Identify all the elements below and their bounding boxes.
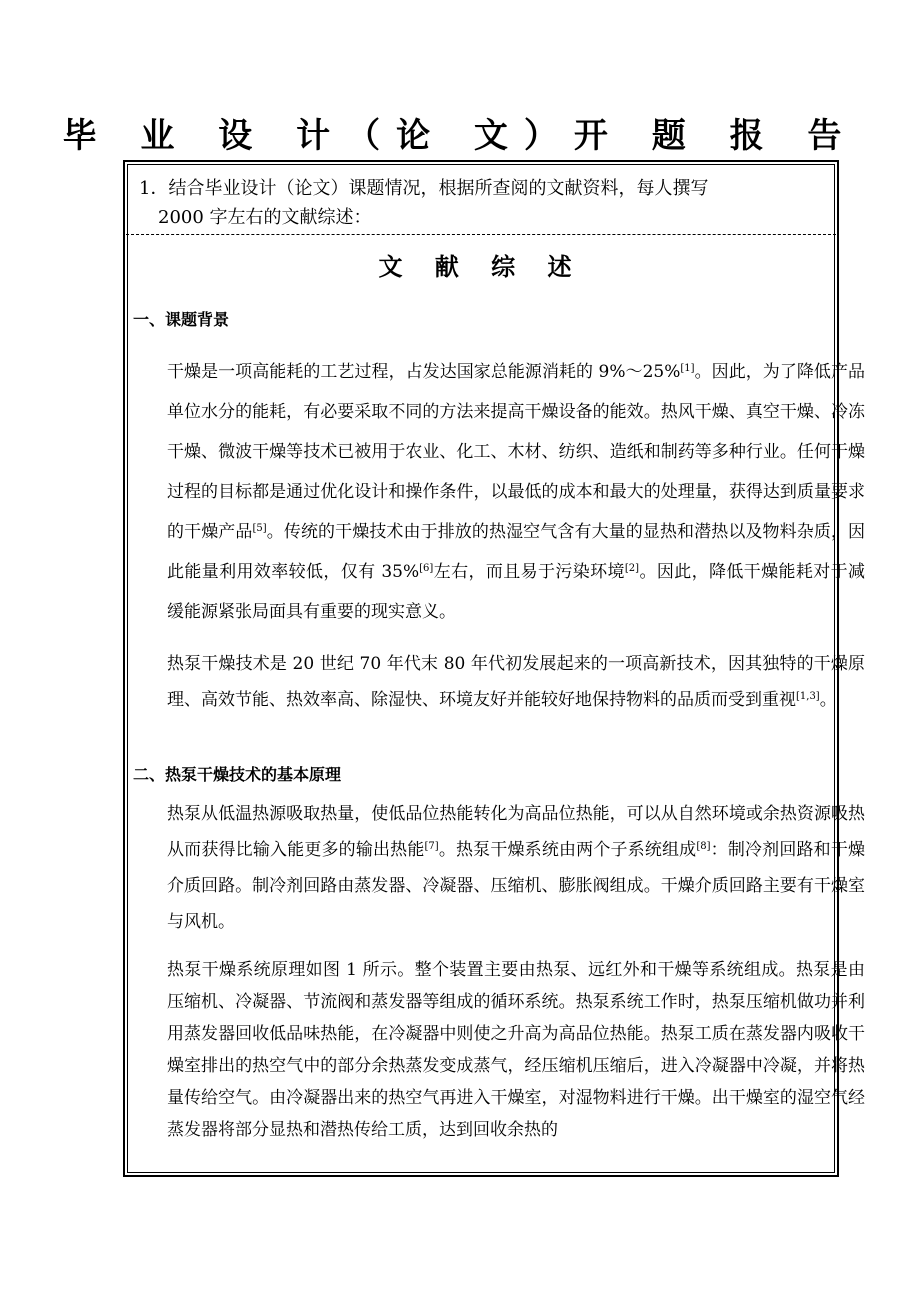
citation: [1,3]: [796, 691, 820, 702]
dashed-divider: [126, 234, 836, 235]
prompt-line-1: 1．结合毕业设计（论文）课题情况，根据所查阅的文献资料，每人撰写: [139, 178, 709, 199]
citation: [1]: [680, 363, 695, 374]
section-heading-principle: 二、热泵干燥技术的基本原理: [133, 765, 342, 784]
citation: [7]: [424, 841, 439, 852]
citation: [2]: [624, 563, 640, 574]
paragraph-principle-1: 热泵从低温热源吸取热量，使低品位热能转化为高品位热能，可以从自然环境或余热资源吸热从而获得比输入能更多的输出热能[7]。热泵干燥系统由两个子系统组成[8]：制冷剂回路和干燥介质回路。制冷剂回路由蒸发器、冷凝器、压缩机、膨胀阀组成。干燥介质回路主要有干燥室与风机。: [167, 804, 866, 932]
page-title: 毕 业 设 计（论 文）开 题 报 告: [62, 116, 858, 156]
section-prompt: [139, 174, 824, 232]
paragraph-background-1: 干燥是一项高能耗的工艺过程，占发达国家总能源消耗的 9%～25%[1]。因此，为了降低产品单位水分的能耗，有必要采取不同的方法来提高干燥设备的能效。热风干燥、真空干燥、冷冻干燥、微波干燥等技术已被用于农业、化工、木材、纺织、造纸和制药等多种行业。任何干燥过程的目标都是通过优化设计和操作条件，以最低的成本和最大的处理量，获得达到质量要求的干燥产品[5]。传统的干燥技术由于排放的热湿空气含有大量的显热和潜热以及物料杂质，因此能量利用效率较低，仅有 35%[6]左右，而且易于污染环境[2]。因此，降低干燥能耗对于减缓能源紧张局面具有重要的现实意义。: [167, 362, 866, 622]
section-heading-background: 一、课题背景: [133, 310, 230, 329]
paragraph-background-2: 热泵干燥技术是 20 世纪 70 年代末 80 年代初发展起来的一项高新技术，因其独特的干燥原理、高效节能、热效率高、除湿快、环境友好并能较好地保持物料的品质而受到重视[1,3]。: [167, 654, 865, 710]
paragraph-principle-2: 热泵干燥系统原理如图 1 所示。整个装置主要由热泵、远红外和干燥等系统组成。热泵是由压缩机、冷凝器、节流阀和蒸发器等组成的循环系统。热泵系统工作时，热泵压缩机做功并利用蒸发器回收低品味热能，在冷凝器中则使之升高为高品位热能。热泵工质在蒸发器内吸收干燥室排出的热空气中的部分余热蒸发变成蒸气，经压缩机压缩后，进入冷凝器中冷凝，并将热量传给空气。由冷凝器出来的热空气再进入干燥室，对湿物料进行干燥。出干燥室的湿空气经蒸发器将部分显热和潜热传给工质，达到回收余热的: [167, 960, 865, 1140]
citation: [5]: [252, 523, 267, 534]
review-title: 文 献 综 述: [378, 252, 584, 281]
citation: [8]: [696, 841, 711, 852]
report-frame: [123, 160, 866, 1177]
prompt-line-2: 2000 字左右的文献综述：: [158, 207, 372, 228]
citation: [6]: [419, 563, 434, 574]
